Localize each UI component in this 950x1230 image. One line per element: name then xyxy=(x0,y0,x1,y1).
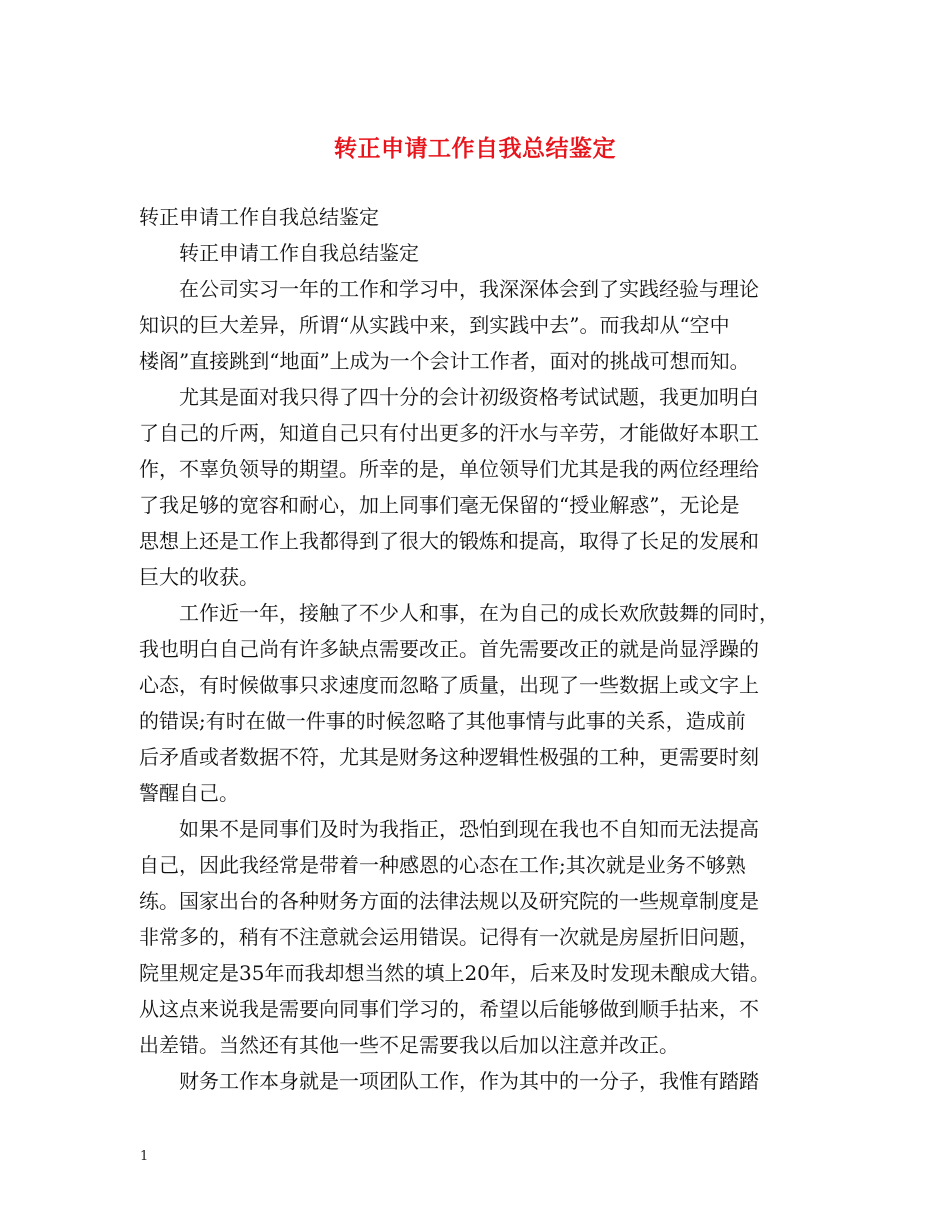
body-line: 转正申请工作自我总结鉴定 xyxy=(139,205,379,229)
body-line: 院里规定是35年而我却想当然的填上20年，后来及时发现未酿成大错。 xyxy=(139,961,770,985)
body-line: 工作近一年，接触了不少人和事，在为自己的成长欢欣鼓舞的同时， xyxy=(139,601,779,625)
body-line: 在公司实习一年的工作和学习中，我深深体会到了实践经验与理论 xyxy=(139,277,759,301)
body-line: 财务工作本身就是一项团队工作，作为其中的一分子，我惟有踏踏 xyxy=(139,1069,759,1093)
body-line: 练。国家出台的各种财务方面的法律法规以及研究院的一些规章制度是 xyxy=(139,889,759,913)
body-line: 尤其是面对我只得了四十分的会计初级资格考试试题，我更加明白 xyxy=(139,385,759,409)
body-line: 非常多的，稍有不注意就会运用错误。记得有一次就是房屋折旧问题， xyxy=(139,925,759,949)
document-title: 转正申请工作自我总结鉴定 xyxy=(334,135,616,162)
body-line: 知识的巨大差异，所谓“从实践中来，到实践中去”。而我却从“空中 xyxy=(139,313,730,337)
body-line: 转正申请工作自我总结鉴定 xyxy=(139,241,419,265)
body-line: 警醒自己。 xyxy=(139,781,239,805)
body-line: 如果不是同事们及时为我指正，恐怕到现在我也不自知而无法提高 xyxy=(139,817,759,841)
body-line: 思想上还是工作上我都得到了很大的锻炼和提高，取得了长足的发展和 xyxy=(139,529,759,553)
body-line: 巨大的收获。 xyxy=(139,565,259,589)
body-line: 作，不辜负领导的期望。所幸的是，单位领导们尤其是我的两位经理给 xyxy=(139,457,759,481)
body-line: 的错误;有时在做一件事的时候忽略了其他事情与此事的关系，造成前 xyxy=(139,709,746,733)
body-line: 自己，因此我经常是带着一种感恩的心态在工作;其次就是业务不够熟 xyxy=(139,853,746,877)
body-line: 我也明白自己尚有许多缺点需要改正。首先需要改正的就是尚显浮躁的 xyxy=(139,637,759,661)
body-line: 了自己的斤两，知道自己只有付出更多的汗水与辛劳，才能做好本职工 xyxy=(139,421,759,445)
body-line: 心态，有时候做事只求速度而忽略了质量，出现了一些数据上或文字上 xyxy=(139,673,759,697)
body-line: 从这点来说我是需要向同事们学习的，希望以后能够做到顺手拈来，不 xyxy=(139,997,759,1021)
body-line: 楼阁”直接跳到“地面”上成为一个会计工作者，面对的挑战可想而知。 xyxy=(139,349,750,373)
body-line: 后矛盾或者数据不符，尤其是财务这种逻辑性极强的工种，更需要时刻 xyxy=(139,745,759,769)
body-line: 出差错。当然还有其他一些不足需要我以后加以注意并改正。 xyxy=(139,1033,679,1057)
page-number: 1 xyxy=(140,1149,149,1164)
body-line: 了我足够的宽容和耐心，加上同事们毫无保留的“授业解惑”，无论是 xyxy=(139,493,740,517)
